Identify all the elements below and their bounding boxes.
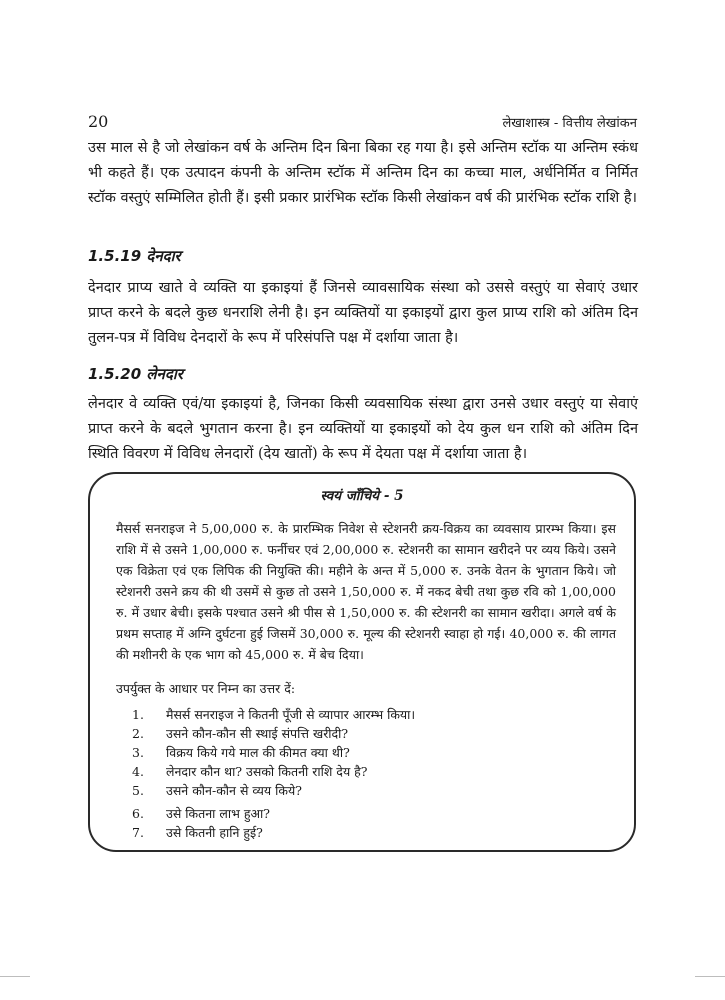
question-text: उसे कितना लाभ हुआ? bbox=[166, 806, 270, 821]
section-heading-debtors: 1.5.19 देनदार bbox=[88, 247, 181, 265]
page-number: 20 bbox=[88, 112, 109, 131]
question-number: 5. bbox=[132, 783, 144, 798]
question-text: लेनदार कौन था? उसको कितनी राशि देय है? bbox=[166, 764, 368, 779]
crop-mark-left bbox=[0, 976, 30, 977]
question-text: उसने कौन-कौन से व्यय किये? bbox=[166, 783, 302, 798]
section-body-creditors: लेनदार वे व्यक्ति एवं/या इकाइयां है, जिनका किसी व्यवसायिक संस्था द्वारा उनसे उधार वस्तुएं या सेवाएं प्राप्त करने के बदले भुगतान करना है। इन व्यक्तियों या इकाइयों को देय कुल धन राशि को अंतिम दिन स्थिति विवरण में विविध लेनदारों (देय खातों) के रूप में देयता पक्ष में दर्शाया जाता है। bbox=[88, 396, 638, 462]
crop-mark-right bbox=[695, 976, 725, 977]
question-item bbox=[132, 824, 263, 842]
question-item bbox=[132, 725, 348, 743]
running-head: लेखाशास्त्र - वित्तीय लेखांकन bbox=[502, 116, 637, 131]
section-heading-creditors: 1.5.20 लेनदार bbox=[88, 365, 183, 383]
question-item bbox=[132, 744, 350, 762]
question-item bbox=[132, 805, 270, 823]
question-item bbox=[132, 763, 368, 781]
question-item bbox=[132, 706, 415, 724]
question-text: मैसर्स सनराइज ने कितनी पूँजी से व्यापार आरम्भ किया। bbox=[166, 707, 416, 722]
self-check-box bbox=[88, 472, 636, 852]
question-number: 6. bbox=[132, 806, 144, 821]
question-number: 1. bbox=[132, 707, 144, 722]
question-number: 4. bbox=[132, 764, 144, 779]
question-text: उसने कौन-कौन सी स्थाई संपत्ति खरीदी? bbox=[166, 726, 349, 741]
self-check-case-text: मैसर्स सनराइज ने 5,00,000 रु. के प्रारम्भिक निवेश से स्टेशनरी क्रय-विक्रय का व्यवसाय प्रारम्भ किया। इस राशि में से उसने 1,00,000 रु. फर्नीचर एवं 2,00,000 रु. स्टेशनरी का सामान खरीदने पर व्यय किये। उसने एक विक्रेता एवं एक लिपिक की नियुक्ति की। महीने के अन्त में 5,000 रु. उनके वेतन के भुगतान किये। जो स्टेशनरी उसने क्रय की थी उसमें से कुछ तो उसने 1,50,000 रु. में नकद बेची तथा कुछ रवि को 1,00,000 रु. में उधार बेची। इसके पश्चात उसने श्री पीस से 1,50,000 रु. की स्टेशनरी का सामान खरीदा। अगले वर्ष के प्रथम सप्ताह में अग्नि दुर्घटना हुई जिसमें 30,000 रु. मूल्य की स्टेशनरी स्वाहा हो गई। 40,000 रु. की लागत की मशीनरी के एक भाग को 45,000 रु. में बेच दिया। bbox=[116, 521, 616, 662]
question-number: 3. bbox=[132, 745, 144, 760]
intro-paragraph: उस माल से है जो लेखांकन वर्ष के अन्तिम दिन बिना बिका रह गया है। इसे अन्तिम स्टॉक या अन्तिम स्कंध भी कहते हैं। एक उत्पादन कंपनी के अन्तिम स्टॉक में अन्तिम दिन का कच्चा माल, अर्धनिर्मित व निर्मित स्टॉक वस्तुएं सम्मिलित होती हैं। इसी प्रकार प्रारंभिक स्टॉक किसी लेखांकन वर्ष की प्रारंभिक स्टॉक राशि है। bbox=[88, 140, 638, 206]
self-check-title: स्वयं जाँचिये - 5 bbox=[320, 488, 404, 504]
self-check-instruction: उपर्युक्त के आधार पर निम्न का उत्तर दें: bbox=[116, 681, 296, 696]
question-item bbox=[132, 782, 302, 800]
section-body-debtors: देनदार प्राप्य खाते वे व्यक्ति या इकाइयां हैं जिनसे व्यावसायिक संस्था को उससे वस्तुएं या सेवाएं उधार प्राप्त करने के बदले कुछ धनराशि लेनी है। इन व्यक्तियों या इकाइयों द्वारा कुल प्राप्य राशि को अंतिम दिन तुलन-पत्र में विविध देनदारों के रूप में परिसंपत्ति पक्ष में दर्शाया जाता है। bbox=[88, 280, 638, 346]
question-text: विक्रय किये गये माल की कीमत क्या थी? bbox=[166, 745, 350, 760]
question-text: उसे कितनी हानि हुई? bbox=[166, 825, 263, 840]
question-number: 2. bbox=[132, 726, 144, 741]
question-number: 7. bbox=[132, 825, 144, 840]
